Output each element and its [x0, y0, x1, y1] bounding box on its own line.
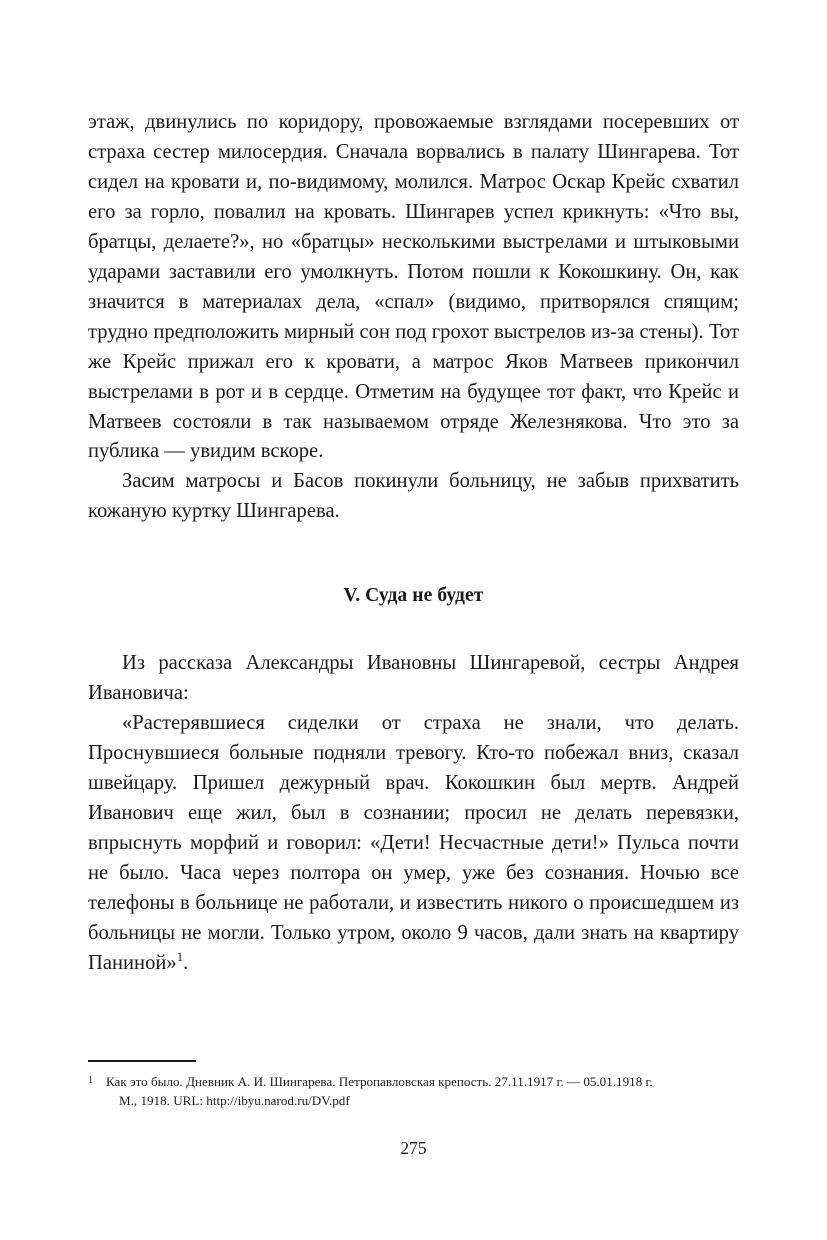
quotation-tail: . [183, 951, 189, 974]
paragraph: Из рассказа Александры Ивановны Шингаревой, сестры Андрея Ивановича: [88, 652, 739, 705]
quotation-text: «Растерявшиеся сиделки от страха не знали, что делать. Проснувшиеся больные подняли тревогу. Кто-то побежал вниз, сказал швейцару. Пришел дежурный врач. Кокошкин был мертв. Андрей Иванович еще жил, был в сознании; просил не делать перевязки, впрыснуть морфий и говорил: «Дети! Несчастные дети!» Пульса почти не было. Часа через полтора он умер, уже без сознания. Ночью все телефоны в больнице не работали, и известить никого о происшедшем из больницы не могли. Только утром, около 9 часов, дали знать на квартиру Паниной» [88, 712, 739, 974]
page-body-after-heading [88, 649, 739, 978]
footnote-area [88, 1060, 739, 1110]
footnote-separator [88, 1060, 196, 1062]
footnote-reference[interactable]: 1 [176, 950, 184, 965]
footnote-number: 1 [88, 1075, 93, 1086]
paragraph: Засим матросы и Басов покинули больницу, не забыв прихватить кожаную куртку Шингарева. [88, 470, 739, 523]
footnote-text [106, 1073, 739, 1110]
footnote [88, 1073, 739, 1110]
footnote-line-1: Как это было. Дневник А. И. Шингарева. Петропавловская крепость. 27.11.1917 г. — 05.01.1918 г. [106, 1074, 653, 1089]
page-body [88, 108, 739, 527]
section-heading: V. Суда не будет [343, 585, 484, 607]
paragraph-continued: этаж, двинулись по коридору, провожаемые взглядами посеревших от страха сестер милосердия. Сначала ворвались в палату Шингарева. Тот сидел на кровати и, по-видимому, молился. Матрос Оскар Крейс схватил его за горло, повалил на кровать. Шингарев успел крикнуть: «Что вы, братцы, делаете?», но «братцы» несколькими выстрелами и штыковыми ударами заставили его умолкнуть. Потом пошли к Кокошкину. Он, как значится в материалах дела, «спал» (видимо, притворялся спящим; трудно предположить мирный сон под грохот выстрелов из-за стены). Тот же Крейс прижал его к кровати, а матрос Яков Матвеев прикончил выстрелами в рот и в сердце. Отметим на будущее тот факт, что Крейс и Матвеев состояли в так называемом отряде Железнякова. Что это за публика — увидим вскоре. [88, 111, 739, 463]
paragraph-quotation [88, 709, 739, 979]
footnote-line-2: М., 1918. URL: http://ibyu.narod.ru/DV.pdf [119, 1092, 350, 1108]
page-number: 275 [400, 1138, 427, 1158]
